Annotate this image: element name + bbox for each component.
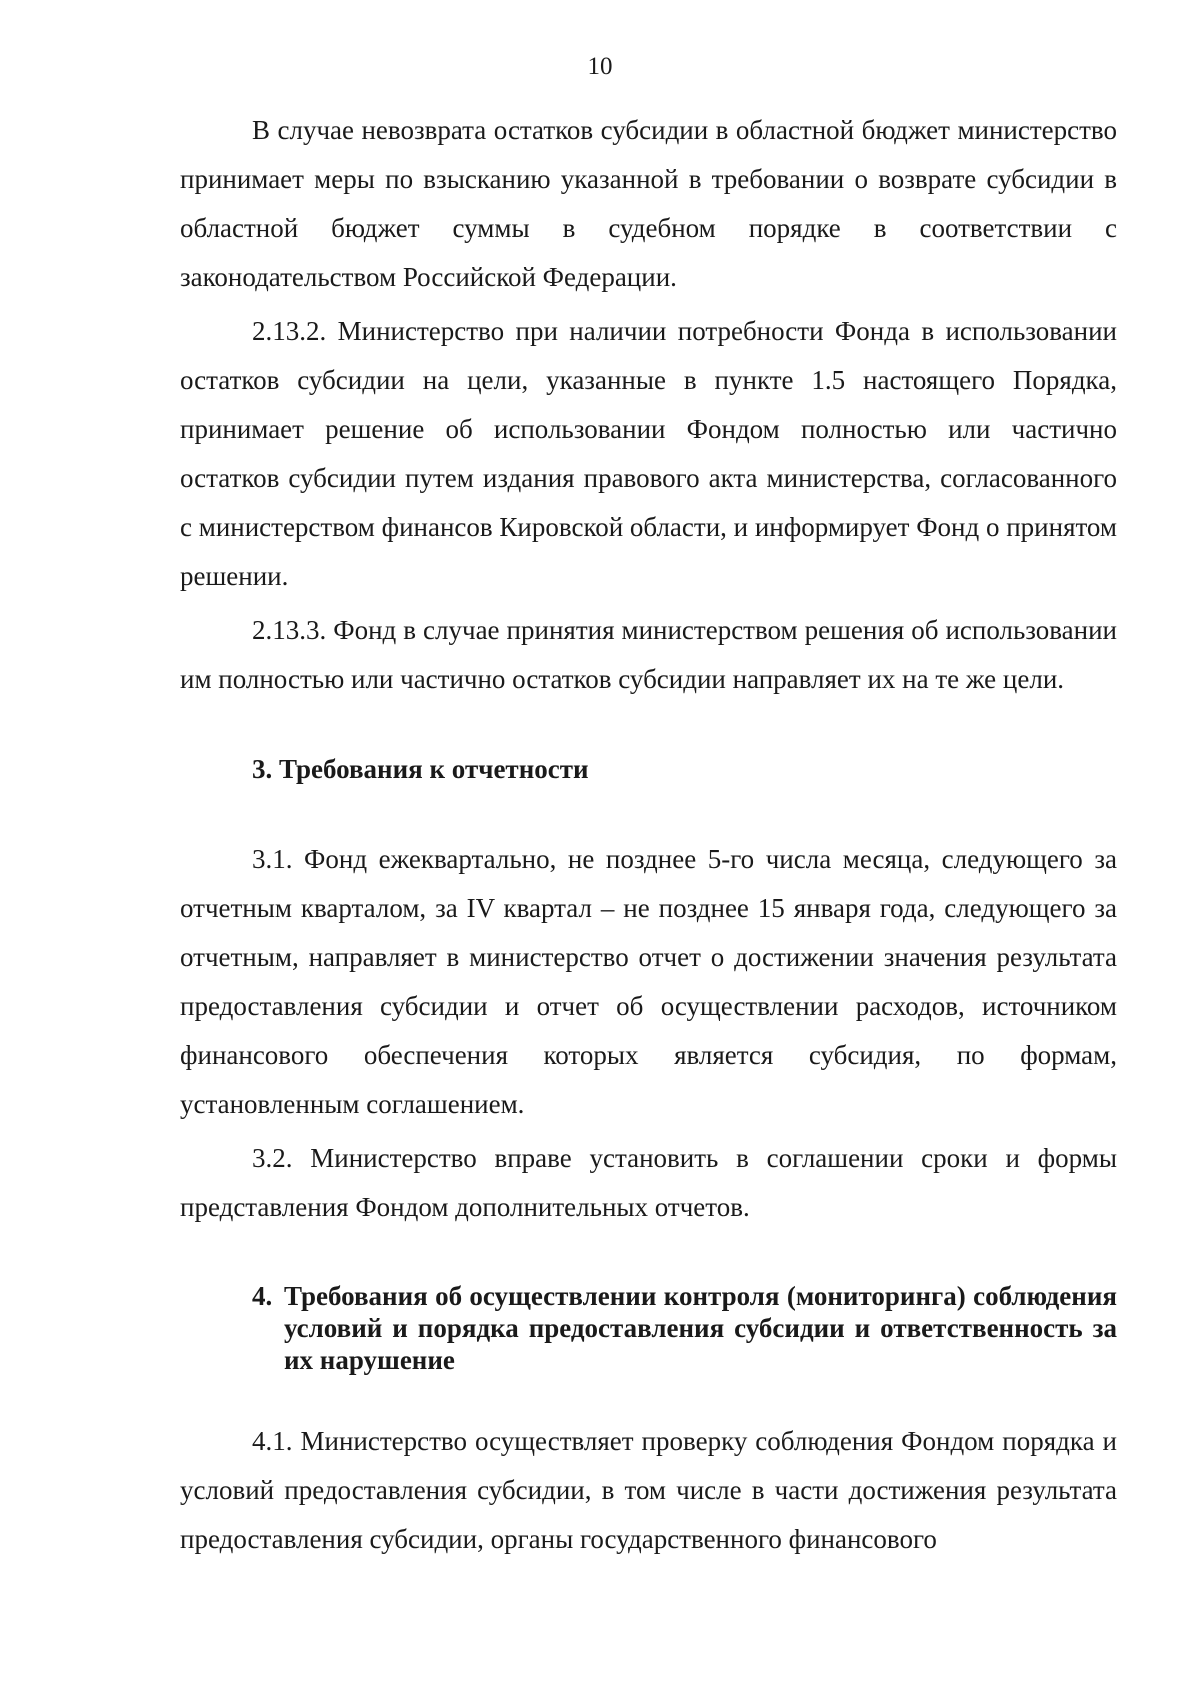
section-3-heading: 3. Требования к отчетности bbox=[252, 754, 589, 784]
section-4-heading-text: Требования об осуществлении контроля (мониторинга) соблюдения условий и порядка предоставления субсидии и ответственность за их нарушение bbox=[284, 1281, 1117, 1375]
paragraph-3-1: 3.1. Фонд ежеквартально, не позднее 5-го числа месяца, следующего за отчетным кварталом, за IV квартал – не позднее 15 января года, следующего за отчетным, направляет в министерство отчет о достижении значения результата предоставления субсидии и отчет об осуществлении расходов, источником финансового обеспечения которых является субсидия, по формам, установленным соглашением. bbox=[180, 844, 1117, 1119]
paragraph-4-1: 4.1. Министерство осуществляет проверку соблюдения Фондом порядка и условий предоставления субсидии, в том числе в части достижения результата предоставления субсидии, органы государственного финансового bbox=[180, 1426, 1117, 1554]
paragraph-2-13-2: 2.13.2. Министерство при наличии потребности Фонда в использовании остатков субсидии на цели, указанные в пункте 1.5 настоящего Порядка, принимает решение об использовании Фондом полностью или частично остатков субсидии путем издания правового акта министерства, согласованного с министерством финансов Кировской области, и информирует Фонд о принятом решении. bbox=[180, 316, 1117, 591]
section-4-heading-number: 4. bbox=[252, 1281, 273, 1311]
document-body bbox=[180, 106, 1117, 1564]
page-number: 10 bbox=[587, 53, 613, 80]
paragraph-2-13-3: 2.13.3. Фонд в случае принятия министерством решения об использовании им полностью или частично остатков субсидии направляет их на те же цели. bbox=[180, 615, 1117, 694]
paragraph-subsidy-return: В случае невозврата остатков субсидии в областной бюджет министерство принимает меры по взысканию указанной в требовании о возврате субсидии в областной бюджет суммы в судебном порядке в соответствии с законодательством Российской Федерации. bbox=[180, 115, 1117, 292]
paragraph-3-2: 3.2. Министерство вправе установить в соглашении сроки и формы представления Фондом дополнительных отчетов. bbox=[180, 1143, 1117, 1222]
section-4-heading bbox=[252, 1280, 1117, 1376]
